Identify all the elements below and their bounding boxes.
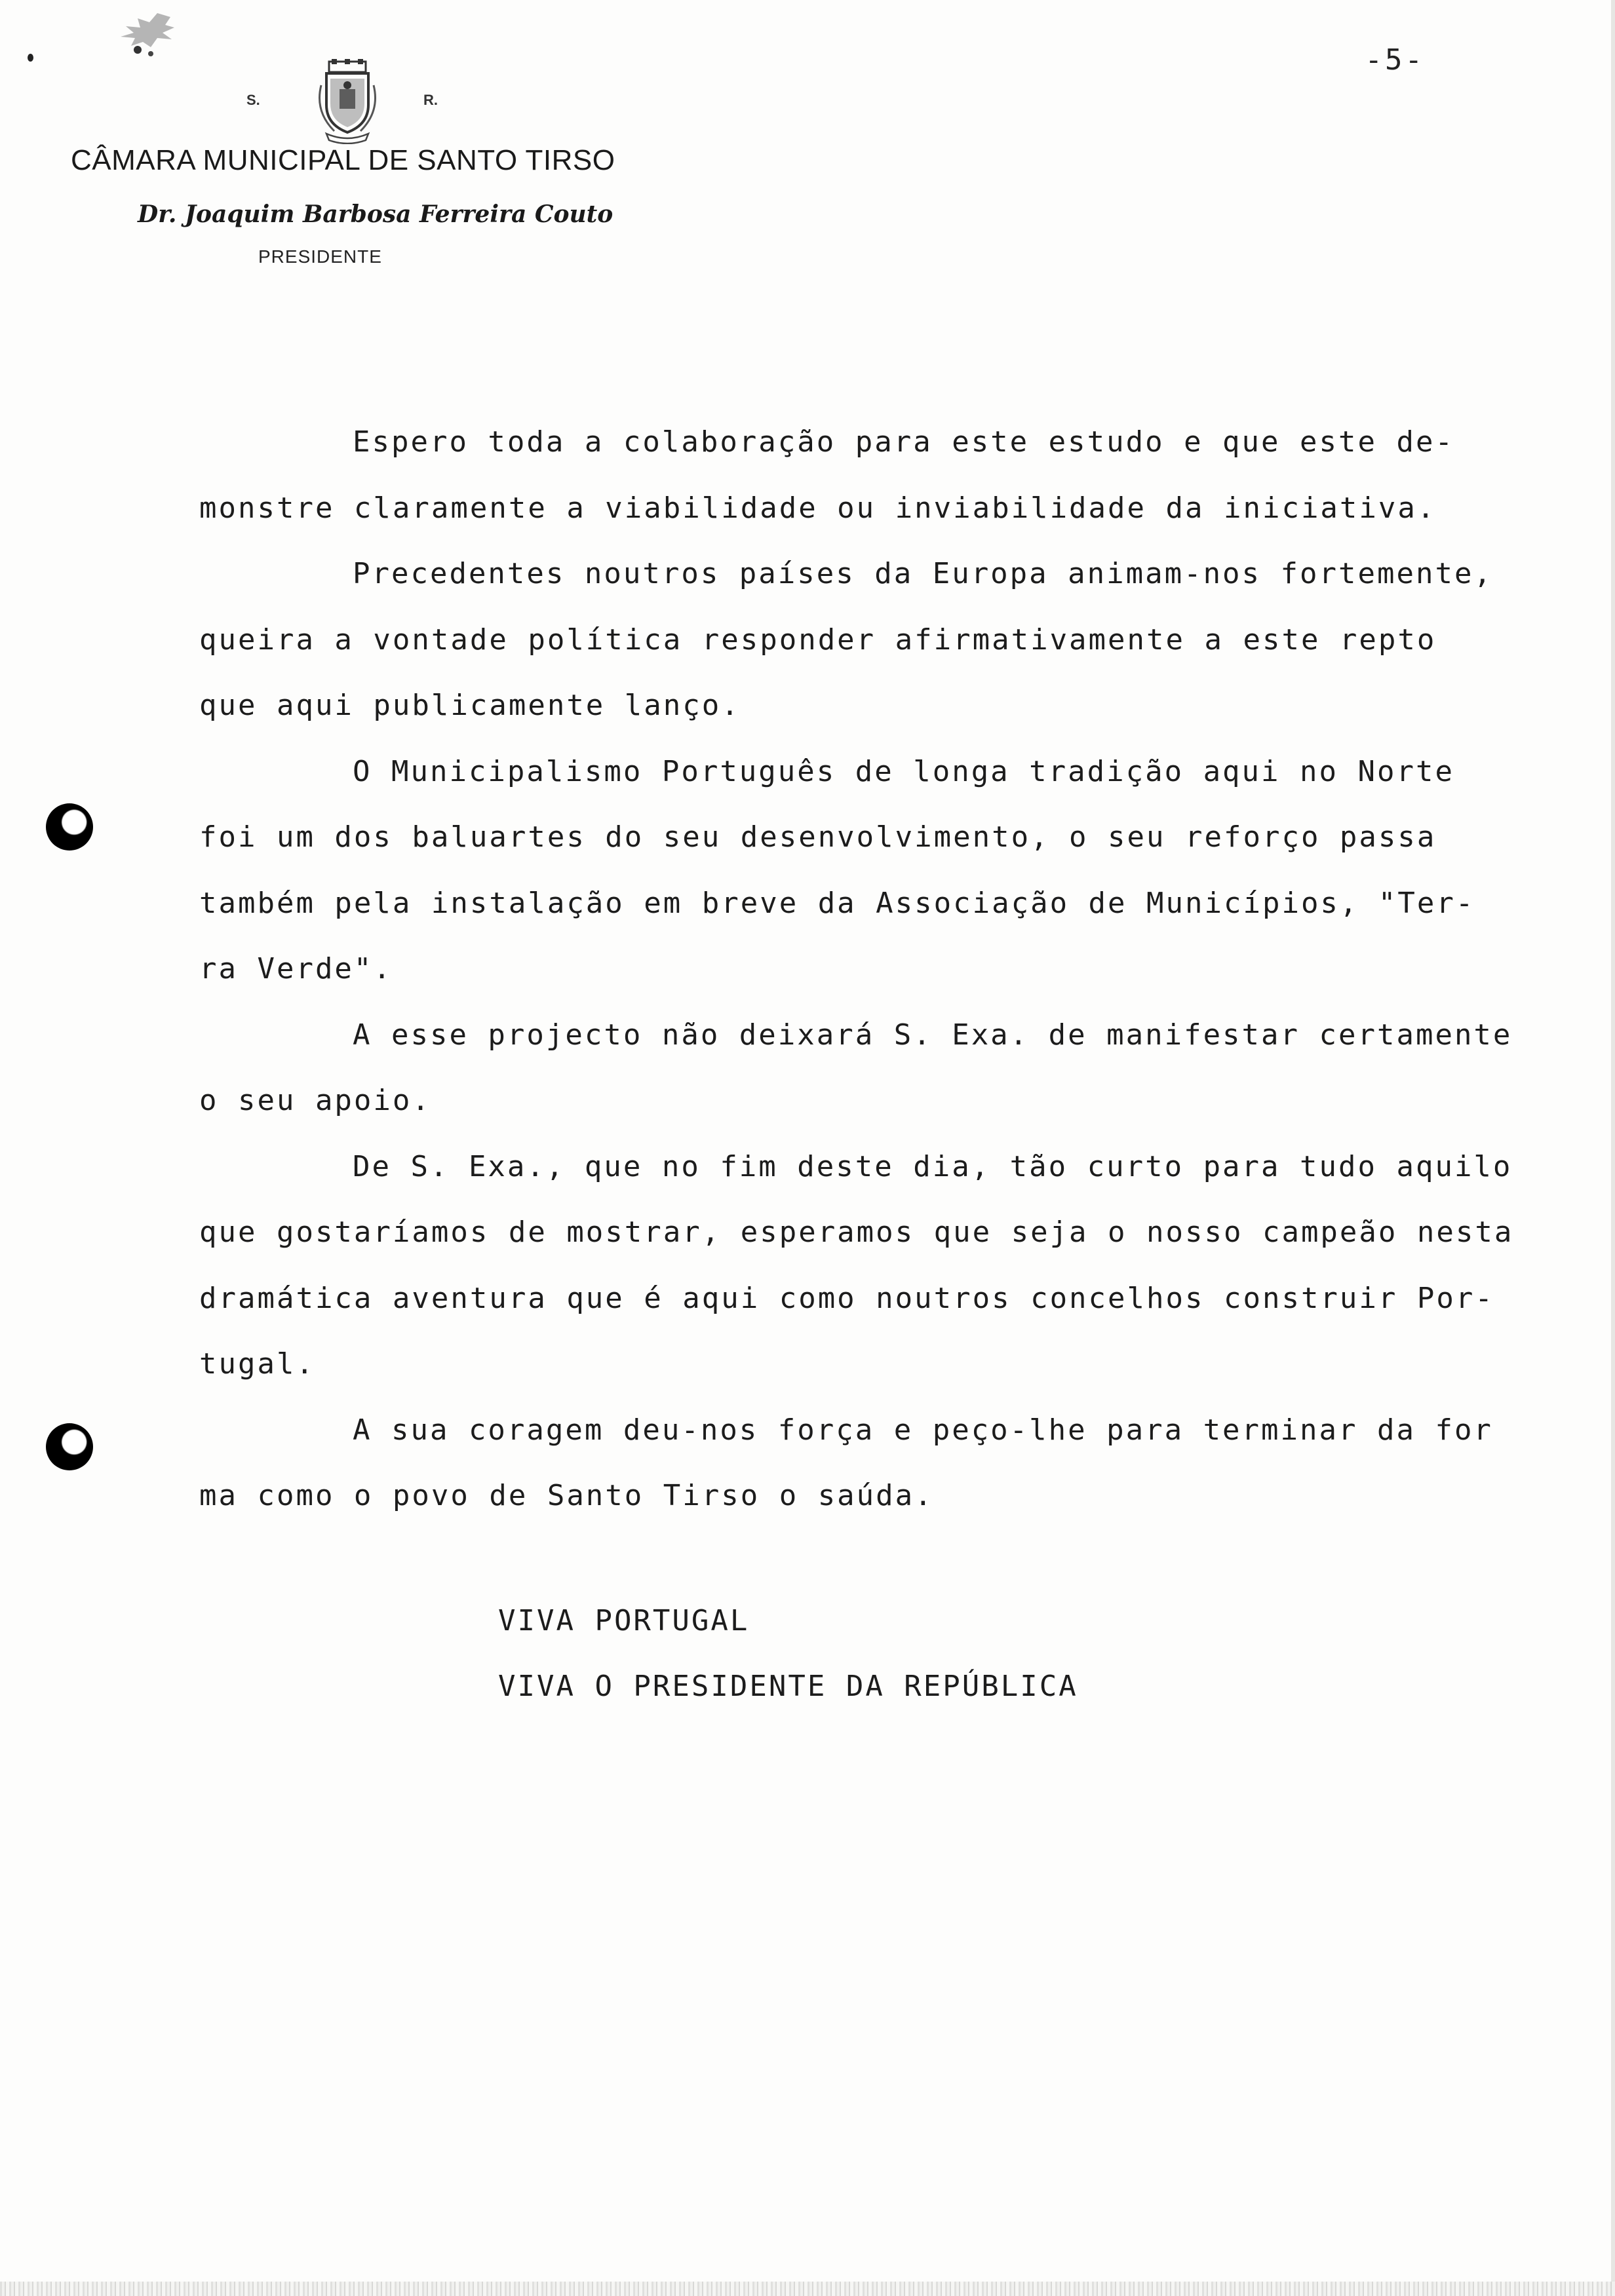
letter-body: [199, 410, 1549, 1529]
closing-salutation: [498, 1588, 1078, 1719]
scan-dot: [28, 54, 33, 62]
body-line: dramática aventura que é aqui como noutros concelhos construir Por-: [199, 1281, 1494, 1315]
punch-hole: [46, 1423, 93, 1470]
coat-of-arms-icon: [288, 59, 406, 144]
body-line: que gostaríamos de mostrar, esperamos que seja o nosso campeão nesta: [199, 1215, 1514, 1249]
body-line: A esse projecto não deixará S. Exa. de manifestar certamente: [353, 1018, 1513, 1052]
body-line: queira a vontade política responder afirmativamente a este repto: [199, 622, 1437, 657]
president-name: Dr. Joaquim Barbosa Ferreira Couto: [138, 201, 613, 228]
crest-row: [59, 52, 583, 144]
body-line: tugal.: [199, 1347, 315, 1381]
body-line: o seu apoio.: [199, 1084, 431, 1117]
scan-bottom-strip: [0, 2282, 1615, 2296]
body-line: O Municipalismo Português de longa tradição aqui no Norte: [353, 754, 1454, 788]
crest-right-letter: R.: [423, 92, 438, 108]
punch-hole: [46, 803, 93, 851]
body-line: monstre claramente a viabilidade ou inviabilidade da iniciativa.: [199, 491, 1437, 525]
body-line: A sua coragem deu-nos força e peço-lhe para terminar da for: [353, 1413, 1493, 1447]
body-line: ma como o povo de Santo Tirso o saúda.: [199, 1479, 934, 1512]
body-line: ra Verde".: [199, 952, 393, 985]
closing-line-portugal: VIVA PORTUGAL: [498, 1604, 750, 1637]
scan-edge: [1611, 0, 1615, 2296]
body-line: foi um dos baluartes do seu desenvolvimento, o seu reforço passa: [199, 820, 1437, 854]
council-name: CÂMARA MUNICIPAL DE SANTO TIRSO: [71, 144, 615, 176]
body-line: De S. Exa., que no fim deste dia, tão curto para tudo aquilo: [353, 1149, 1513, 1183]
body-line: Precedentes noutros países da Europa animam-nos fortemente,: [353, 557, 1493, 590]
body-line: também pela instalação em breve da Associação de Municípios, "Ter-: [199, 886, 1475, 920]
closing-line-president: VIVA O PRESIDENTE DA REPÚBLICA: [498, 1670, 1078, 1703]
page-number: -5-: [1365, 43, 1425, 77]
president-title: PRESIDENTE: [258, 246, 382, 267]
crest-left-letter: S.: [246, 92, 260, 108]
body-line: que aqui publicamente lanço.: [199, 689, 741, 722]
letterhead: [59, 52, 615, 288]
body-line: Espero toda a colaboração para este estudo e que este de-: [353, 425, 1454, 459]
